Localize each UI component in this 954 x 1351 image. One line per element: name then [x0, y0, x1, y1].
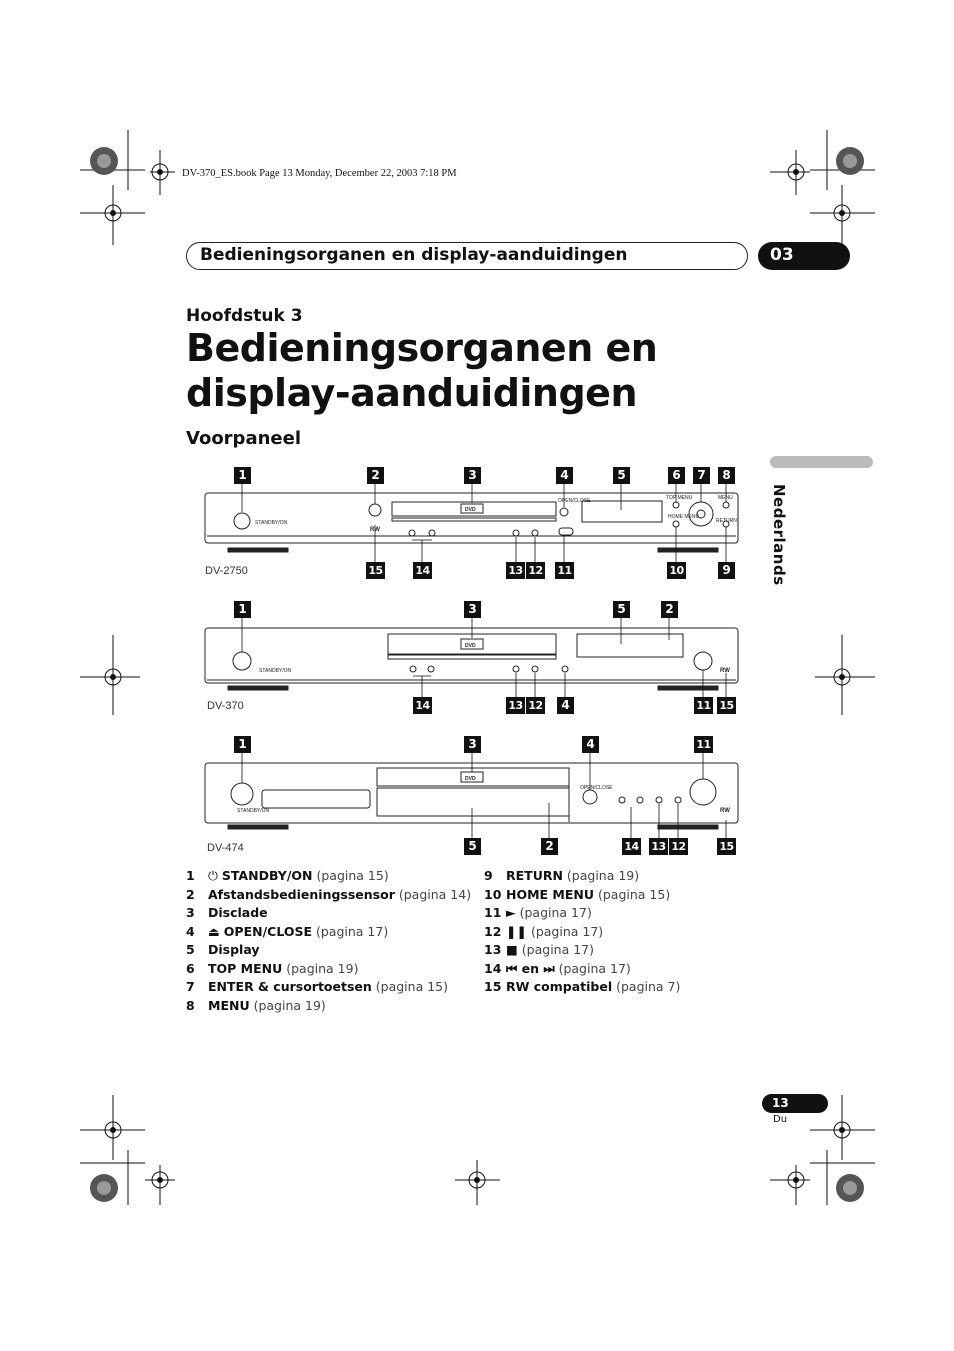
dv2750-dvd-logo: DVD: [465, 507, 476, 513]
dv2750-standby-label: STANDBY/ON: [255, 520, 288, 526]
callout-10: 10: [667, 562, 686, 579]
legend-left: [186, 867, 476, 1015]
callout-9: 9: [718, 562, 735, 579]
callout-12: 12: [669, 838, 688, 855]
dv474-openclose-label: OPEN/CLOSE: [580, 785, 613, 791]
legend-item: 3 Disclade: [186, 905, 268, 920]
callout-5: 5: [464, 838, 481, 855]
callout-2: 2: [367, 467, 384, 484]
power-icon: ⏻: [208, 868, 222, 883]
callout-15: 15: [717, 697, 736, 714]
legend-item: 13 ■ (pagina 17): [484, 942, 595, 957]
callout-2: 2: [661, 601, 678, 618]
callout-4: 4: [582, 736, 599, 753]
page-language: Du: [773, 1114, 788, 1125]
chapter-label: Hoofdstuk 3: [186, 306, 303, 326]
callout-1: 1: [234, 736, 251, 753]
legend-item: 4 ⏏ OPEN/CLOSE (pagina 17): [186, 923, 389, 939]
dv474-standby-label: STANDBY/ON: [237, 808, 270, 814]
section-title: Voorpaneel: [186, 428, 301, 449]
model-name: DV-2750: [205, 565, 248, 577]
legend-item: 11 ► (pagina 17): [484, 905, 592, 920]
callout-3: 3: [464, 467, 481, 484]
callout-12: 12: [526, 562, 545, 579]
callout-12: 12: [526, 697, 545, 714]
dv2750-openclose-label: OPEN/CLOSE: [558, 498, 591, 504]
dv370-dvd-logo: DVD: [465, 643, 476, 649]
callout-4: 4: [557, 697, 574, 714]
file-info: DV-370_ES.book Page 13 Monday, December 22, 2003 7:18 PM: [182, 168, 457, 179]
legend-item: 9 RETURN (pagina 19): [484, 868, 640, 883]
callout-11: 11: [555, 562, 574, 579]
model-name: DV-370: [207, 700, 244, 712]
callout-15: 15: [717, 838, 736, 855]
legend-item: 1 ⏻ STANDBY/ON (pagina 15): [186, 868, 389, 883]
legend-item: 12 ❚❚ (pagina 17): [484, 923, 604, 939]
dv2750-menu-label: MENU: [718, 495, 733, 501]
callout-5: 5: [613, 467, 630, 484]
callout-3: 3: [464, 601, 481, 618]
callout-13: 13: [649, 838, 668, 855]
callout-1: 1: [234, 467, 251, 484]
legend-item: 6 TOP MENU (pagina 19): [186, 960, 359, 976]
chapter-number: 03: [758, 242, 850, 270]
callout-14: 14: [413, 562, 432, 579]
legend-item: 5 Display: [186, 942, 260, 957]
dv2750-rw-logo: RW: [370, 527, 380, 533]
legend-item: 7 ENTER & cursortoetsen (pagina 15): [186, 979, 448, 994]
callout-2: 2: [541, 838, 558, 855]
callout-1: 1: [234, 601, 251, 618]
callout-5: 5: [613, 601, 630, 618]
side-language-label: Nederlands: [770, 484, 788, 586]
model-name: DV-474: [207, 842, 244, 854]
dv2750-topmenu-label: TOP MENU: [666, 495, 693, 501]
legend-item: 8 MENU (pagina 19): [186, 997, 326, 1013]
page-title: Bedieningsorganen en display-aanduidingen: [186, 326, 658, 415]
page-number: 13: [762, 1094, 828, 1113]
callout-8: 8: [718, 467, 735, 484]
callout-13: 13: [506, 562, 525, 579]
callout-4: 4: [556, 467, 573, 484]
dv370-rw-logo: RW: [720, 668, 730, 674]
legend-item: 2 Afstandsbedieningssensor (pagina 14): [186, 886, 472, 902]
dv2750-return-label: RETURN: [716, 518, 737, 524]
dv2750-homemenu-label: HOME MENU: [668, 514, 700, 520]
callout-3: 3: [464, 736, 481, 753]
dv370-standby-label: STANDBY/ON: [259, 668, 292, 674]
dv474-rw-logo: RW: [720, 808, 730, 814]
legend-item: 15 RW compatibel (pagina 7): [484, 979, 681, 994]
callout-13: 13: [506, 697, 525, 714]
callout-15: 15: [366, 562, 385, 579]
dv474-dvd-logo: DVD: [465, 776, 476, 782]
legend-right: [484, 867, 764, 997]
callout-6: 6: [668, 467, 685, 484]
legend-item: 10 HOME MENU (pagina 15): [484, 886, 671, 902]
callout-7: 7: [693, 467, 710, 484]
callout-11: 11: [694, 736, 713, 753]
callout-11: 11: [694, 697, 713, 714]
legend-item: 14 ⏮ en ⏭ (pagina 17): [484, 960, 631, 976]
header-title: Bedieningsorganen en display-aanduidingen: [200, 245, 628, 265]
callout-14: 14: [413, 697, 432, 714]
callout-14: 14: [622, 838, 641, 855]
eject-icon: ⏏: [208, 923, 224, 939]
